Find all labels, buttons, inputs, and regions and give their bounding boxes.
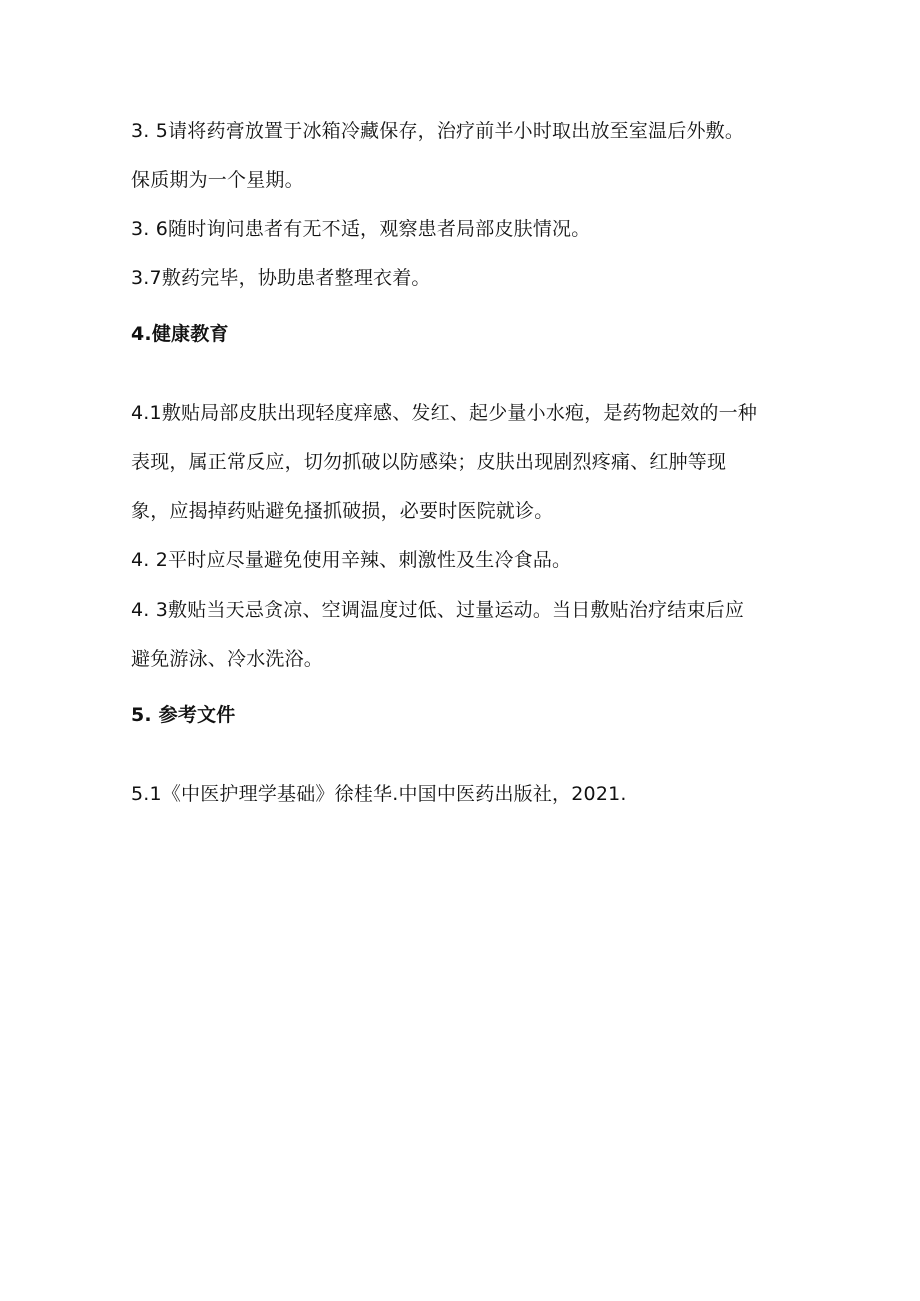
item-3-5-line-2: 保质期为一个星期。 bbox=[131, 169, 304, 191]
item-4-3-line-1: 4. 3敷贴当天忌贪凉、空调温度过低、过量运动。当日敷贴治疗结束后应 bbox=[131, 599, 745, 621]
section-heading-references: 5. 参考文件 bbox=[131, 704, 236, 726]
item-4-3-line-2: 避免游泳、冷水洗浴。 bbox=[131, 648, 324, 670]
item-4-1-line-3: 象，应揭掉药贴避免搔抓破损，必要时医院就诊。 bbox=[131, 500, 554, 522]
item-4-1-line-1: 4.1敷贴局部皮肤出现轻度痒感、发红、起少量小水疱，是药物起效的一种 bbox=[131, 402, 758, 424]
item-4-1-line-2: 表现，属正常反应，切勿抓破以防感染；皮肤出现剧烈疼痛、红肿等现 bbox=[131, 451, 727, 473]
item-3-7: 3.7敷药完毕，协助患者整理衣着。 bbox=[131, 267, 431, 289]
item-3-6: 3. 6随时询问患者有无不适，观察患者局部皮肤情况。 bbox=[131, 218, 591, 240]
reference-5-1: 5.1《中医护理学基础》徐桂华.中国中医药出版社，2021. bbox=[131, 783, 627, 805]
item-4-2: 4. 2平时应尽量避免使用辛辣、刺激性及生冷食品。 bbox=[131, 549, 572, 571]
item-3-5-line-1: 3. 5请将药膏放置于冰箱冷藏保存，治疗前半小时取出放至室温后外敷。 bbox=[131, 120, 745, 142]
section-heading-health-education: 4.健康教育 bbox=[131, 323, 229, 345]
